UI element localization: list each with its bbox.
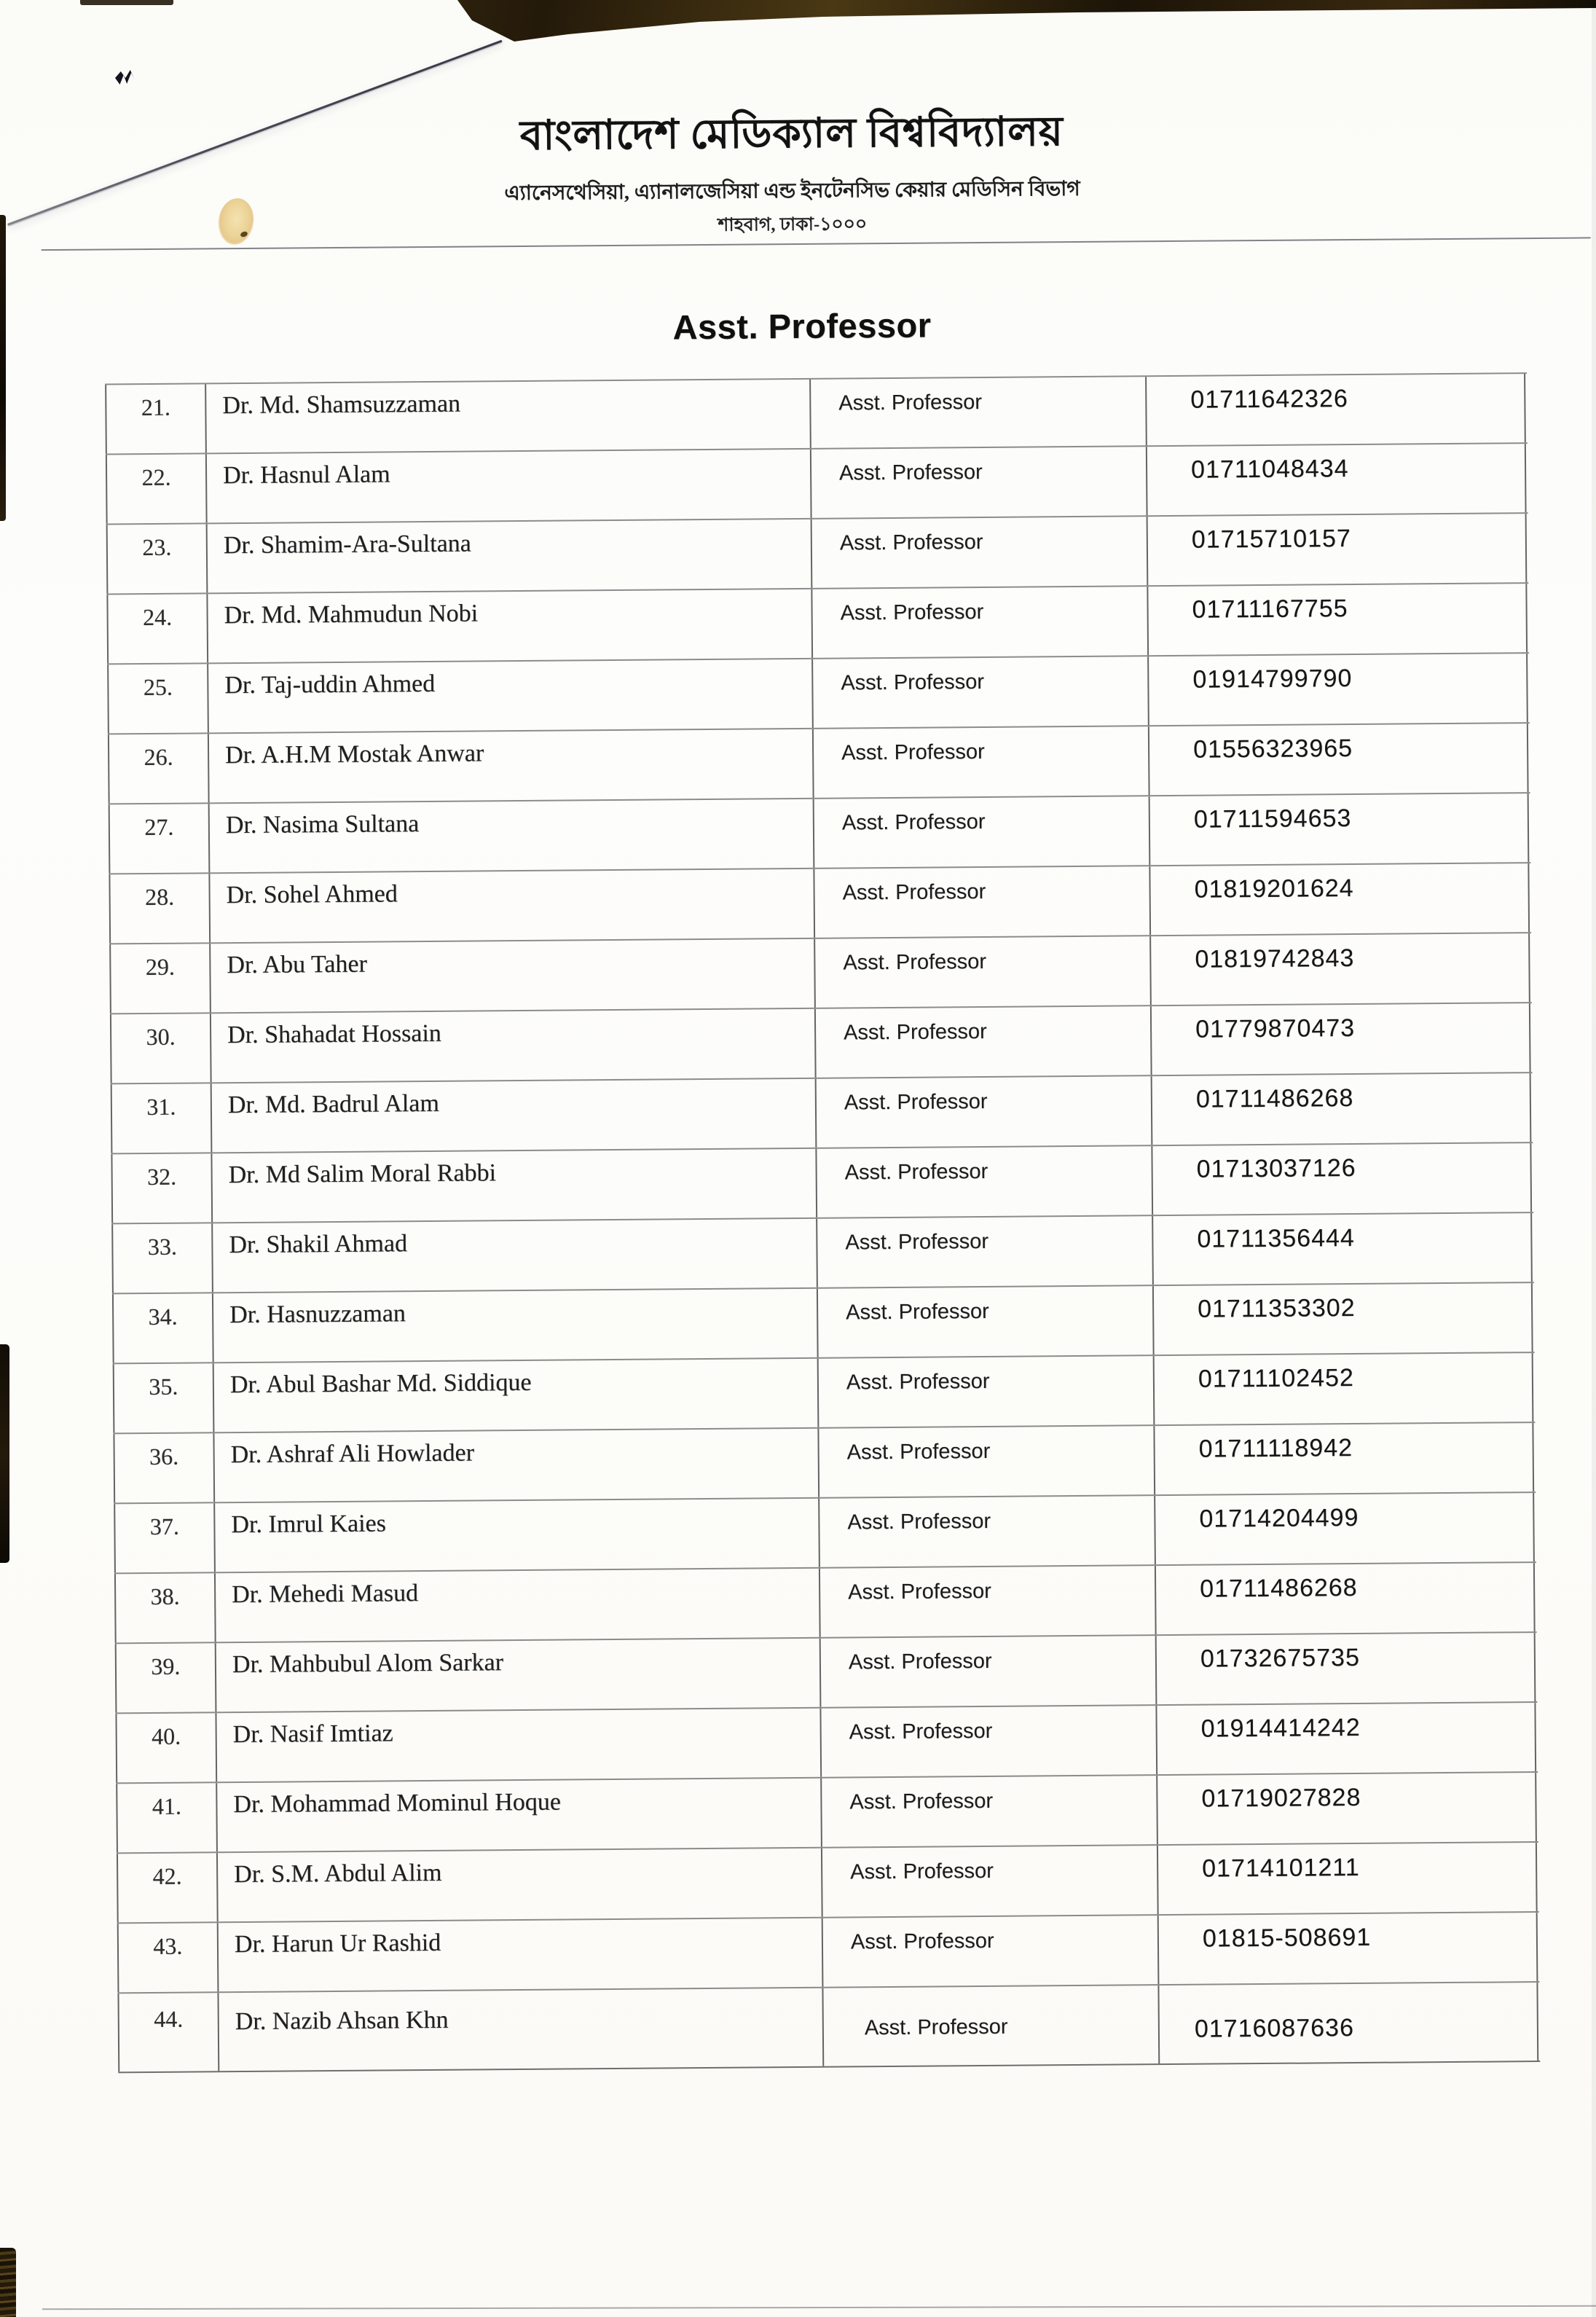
designation-cell (813, 796, 1149, 868)
designation-label: Asst. Professor (844, 1089, 988, 1115)
phone-cell (1157, 1983, 1538, 2063)
phone-number: 01714204499 (1199, 1503, 1359, 1533)
name-cell (216, 1848, 822, 1922)
address-line-bengali: শাহবাগ, ঢাকা-১০০০ (718, 214, 868, 235)
phone-cell (1155, 1633, 1536, 1704)
doctor-name: Dr. S.M. Abdul Alim (234, 1859, 442, 1889)
designation-label: Asst. Professor (849, 1719, 993, 1744)
table-row (117, 1841, 1539, 1922)
phone-number: 01711642326 (1190, 385, 1348, 414)
serial-cell (107, 664, 208, 733)
phone-number: 01711353302 (1197, 1294, 1356, 1323)
name-cell (216, 1779, 821, 1852)
serial-cell (117, 1993, 218, 2071)
doctor-name: Dr. Harun Ur Rashid (234, 1929, 441, 1959)
name-cell (211, 1149, 816, 1223)
phone-cell (1146, 444, 1527, 515)
designation-label: Asst. Professor (841, 670, 985, 695)
doctor-name: Dr. Ashraf Ali Howlader (230, 1439, 475, 1469)
serial-cell (106, 594, 207, 663)
designation-label: Asst. Professor (845, 1229, 989, 1255)
serial-cell (112, 1293, 213, 1363)
designation-label: Asst. Professor (848, 1649, 992, 1674)
doctor-name: Dr. Sohel Ahmed (226, 880, 398, 909)
phone-cell (1147, 654, 1528, 725)
phone-cell (1151, 1073, 1532, 1145)
phone-number: 01815-508691 (1202, 1923, 1372, 1953)
serial-number: 21. (141, 393, 171, 421)
serial-cell (111, 1153, 211, 1223)
serial-number: 40. (152, 1722, 181, 1750)
serial-cell (106, 454, 206, 523)
serial-number: 36. (149, 1443, 179, 1470)
designation-label: Asst. Professor (849, 1789, 994, 1814)
serial-number: 24. (142, 603, 173, 631)
designation-cell (820, 1776, 1157, 1847)
doctor-name: Dr. Hasnuzzaman (229, 1300, 406, 1329)
table-row (109, 932, 1532, 1013)
phone-cell (1147, 584, 1528, 655)
doctor-name: Dr. Abu Taher (227, 950, 367, 979)
designation-cell (822, 1916, 1158, 1987)
designation-label: Asst. Professor (846, 1369, 990, 1395)
phone-cell (1150, 1003, 1531, 1075)
designation-cell (815, 1076, 1152, 1148)
name-cell (206, 520, 811, 593)
table-row (105, 372, 1528, 453)
designation-label: Asst. Professor (848, 1579, 991, 1604)
phone-number: 01711102452 (1198, 1364, 1355, 1393)
serial-cell (114, 1573, 215, 1642)
designation-cell (811, 587, 1147, 658)
doctor-name: Dr. Nasif Imtiaz (232, 1720, 393, 1749)
serial-cell (110, 1014, 211, 1083)
designation-cell (818, 1496, 1155, 1567)
name-cell (214, 1569, 819, 1642)
phone-number: 01716087636 (1194, 2014, 1355, 2043)
designation-cell (817, 1356, 1154, 1427)
doctor-name: Dr. Taj-uddin Ahmed (224, 670, 436, 699)
serial-cell (109, 804, 209, 873)
name-cell (211, 1079, 816, 1153)
serial-number: 28. (145, 883, 175, 911)
phone-cell (1155, 1563, 1536, 1634)
doctor-name: Dr. Abul Bashar Md. Siddique (229, 1368, 532, 1399)
serial-number: 38. (150, 1583, 180, 1610)
phone-cell (1149, 933, 1530, 1005)
serial-number: 43. (153, 1932, 183, 1959)
phone-number: 01732675735 (1200, 1643, 1361, 1673)
phone-number: 01711048434 (1190, 455, 1349, 484)
doctor-name: Dr. Md. Shamsuzzaman (222, 390, 461, 420)
designation-label: Asst. Professor (841, 740, 985, 765)
designation-label: Asst. Professor (843, 949, 987, 975)
table-row (106, 512, 1529, 593)
serial-number: 35. (149, 1373, 178, 1400)
table-row (117, 1981, 1540, 2071)
designation-cell (817, 1286, 1153, 1357)
doctor-name: Dr. Nasima Sultana (225, 810, 420, 839)
designation-cell (812, 726, 1149, 798)
doctor-name: Dr. Md. Mahmudun Nobi (224, 600, 479, 630)
doctor-name: Dr. Mohammad Mominul Hoque (233, 1788, 562, 1819)
serial-cell (115, 1713, 216, 1782)
designation-label: Asst. Professor (841, 809, 986, 835)
table-row (109, 862, 1531, 943)
doctor-name: Dr. Mahbubul Alom Sarkar (232, 1649, 504, 1679)
table-row (107, 652, 1530, 733)
designation-cell (817, 1426, 1154, 1497)
section-title: Asst. Professor (672, 305, 932, 347)
serial-cell (114, 1503, 214, 1572)
designation-cell (815, 1146, 1152, 1218)
designation-label: Asst. Professor (850, 1859, 994, 1884)
doctor-name: Dr. Shakil Ahmad (229, 1230, 408, 1259)
name-cell (205, 380, 810, 453)
serial-number: 26. (144, 743, 173, 771)
serial-number: 30. (146, 1023, 176, 1051)
serial-cell (115, 1643, 216, 1712)
phone-cell (1153, 1423, 1534, 1494)
serial-cell (109, 874, 209, 943)
phone-cell (1157, 1913, 1538, 1984)
phone-number: 01779870473 (1195, 1014, 1356, 1043)
designation-label: Asst. Professor (842, 879, 986, 905)
designation-cell (822, 1985, 1158, 2066)
table-row (114, 1561, 1537, 1642)
doctor-name: Dr. Md Salim Moral Rabbi (228, 1159, 497, 1189)
doctor-name: Dr. Nazib Ahsan Khn (235, 2006, 449, 2036)
serial-cell (111, 1223, 212, 1293)
serial-cell (109, 944, 210, 1013)
serial-number: 34. (148, 1303, 178, 1330)
phone-number: 01713037126 (1196, 1153, 1356, 1183)
phone-number: 01711486268 (1195, 1084, 1354, 1113)
designation-cell (814, 936, 1150, 1008)
table-row (110, 1002, 1533, 1083)
phone-number: 01714101211 (1202, 1853, 1360, 1883)
designation-cell (811, 517, 1147, 588)
phone-cell (1149, 863, 1530, 935)
phone-number: 01711167755 (1192, 595, 1348, 624)
name-cell (213, 1359, 818, 1432)
doctor-table (105, 372, 1540, 2073)
phone-number: 01715710157 (1191, 525, 1352, 554)
name-cell (209, 939, 814, 1013)
table-row (115, 1701, 1538, 1782)
phone-number: 01819742843 (1195, 944, 1355, 973)
name-cell (215, 1709, 820, 1782)
phone-number: 01914799790 (1192, 664, 1353, 694)
table-row (117, 1911, 1540, 1992)
name-cell (215, 1639, 820, 1712)
department-line-bengali: এ্যানেসথেসিয়া, এ্যানালজেসিয়া এন্ড ইনটেনসিভ কেয়ার মেডিসিন বিভাগ (504, 177, 1080, 205)
doctor-name: Dr. A.H.M Mostak Anwar (224, 740, 484, 769)
serial-number: 29. (145, 953, 176, 981)
doctor-name: Dr. Imrul Kaies (231, 1510, 387, 1539)
designation-label: Asst. Professor (840, 600, 984, 625)
phone-number: 01819201624 (1194, 874, 1354, 903)
phone-cell (1156, 1773, 1537, 1844)
serial-cell (105, 384, 205, 453)
phone-cell (1154, 1493, 1535, 1564)
serial-cell (116, 1783, 216, 1852)
serial-cell (117, 1923, 218, 1992)
designation-label: Asst. Professor (846, 1299, 989, 1325)
serial-number: 39. (151, 1653, 181, 1680)
phone-number: 01711486268 (1200, 1573, 1358, 1603)
serial-number: 31. (146, 1093, 176, 1121)
table-row (111, 1212, 1534, 1293)
university-title-bengali: বাংলাদেশ মেডিক্যাল বিশ্ববিদ্যালয় (519, 109, 1064, 159)
table-row (113, 1422, 1536, 1502)
name-cell (208, 729, 813, 803)
serial-number: 41. (152, 1792, 182, 1819)
table-row (116, 1771, 1538, 1852)
designation-label: Asst. Professor (846, 1439, 991, 1465)
phone-cell (1147, 514, 1528, 585)
serial-number: 33. (147, 1233, 178, 1261)
serial-number: 42. (152, 1862, 182, 1889)
name-cell (207, 659, 812, 733)
phone-cell (1157, 1843, 1538, 1914)
name-cell (210, 1009, 815, 1083)
phone-number: 01711356444 (1197, 1224, 1356, 1253)
designation-label: Asst. Professor (864, 2015, 1008, 2040)
serial-number: 37. (149, 1513, 180, 1540)
phone-cell (1152, 1213, 1533, 1285)
serial-cell (117, 1853, 217, 1922)
phone-cell (1148, 724, 1529, 795)
table-row (114, 1491, 1536, 1572)
table-row (109, 792, 1531, 873)
designation-label: Asst. Professor (844, 1019, 987, 1045)
name-cell (208, 799, 814, 873)
serial-cell (113, 1433, 213, 1502)
designation-cell (809, 377, 1146, 448)
table-row (115, 1631, 1538, 1712)
phone-number: 01556323965 (1192, 734, 1353, 764)
designation-label: Asst. Professor (839, 530, 983, 555)
designation-label: Asst. Professor (850, 1929, 994, 1954)
doctor-name: Dr. Md. Badrul Alam (227, 1089, 439, 1119)
name-cell (208, 869, 814, 943)
table-row (106, 582, 1529, 663)
designation-cell (813, 866, 1149, 938)
designation-cell (819, 1636, 1156, 1707)
table-row (113, 1352, 1536, 1432)
table-row (106, 442, 1528, 523)
name-cell (205, 450, 811, 523)
serial-cell (106, 524, 207, 593)
phone-cell (1155, 1703, 1536, 1774)
designation-cell (814, 1006, 1151, 1078)
doctor-name: Dr. Mehedi Masud (232, 1580, 419, 1609)
designation-label: Asst. Professor (844, 1159, 988, 1185)
name-cell (213, 1429, 818, 1502)
phone-cell (1145, 374, 1526, 445)
designation-label: Asst. Professor (838, 390, 983, 415)
doctor-name: Dr. Shamim-Ara-Sultana (223, 530, 471, 560)
designation-cell (811, 656, 1148, 728)
table-row (111, 1072, 1533, 1153)
name-cell (211, 1219, 817, 1293)
name-cell (217, 1918, 822, 1992)
phone-number: 01719027828 (1201, 1783, 1361, 1813)
table-row (112, 1282, 1535, 1363)
designation-label: Asst. Professor (847, 1509, 991, 1534)
table-row (111, 1142, 1533, 1223)
serial-number: 25. (143, 673, 173, 701)
name-cell (212, 1289, 817, 1363)
designation-cell (819, 1566, 1155, 1637)
serial-number: 22. (141, 463, 171, 491)
table-row (108, 722, 1530, 803)
serial-number: 27. (144, 813, 174, 841)
designation-cell (810, 447, 1147, 518)
serial-cell (113, 1363, 213, 1432)
designation-label: Asst. Professor (838, 460, 983, 485)
doctor-name: Dr. Hasnul Alam (222, 460, 390, 490)
serial-cell (108, 734, 208, 803)
name-cell (217, 1988, 822, 2071)
phone-cell (1153, 1353, 1534, 1424)
serial-cell (111, 1083, 211, 1153)
phone-number: 01711594653 (1193, 804, 1352, 834)
name-cell (213, 1499, 819, 1572)
phone-number: 01914414242 (1200, 1713, 1361, 1743)
designation-cell (816, 1216, 1152, 1287)
name-cell (206, 589, 811, 663)
phone-cell (1152, 1283, 1533, 1354)
serial-number: 44. (154, 2005, 184, 2032)
designation-cell (819, 1706, 1156, 1777)
serial-number: 23. (142, 533, 172, 561)
phone-number: 01711118942 (1198, 1434, 1353, 1463)
phone-cell (1151, 1143, 1532, 1215)
designation-cell (821, 1846, 1157, 1917)
phone-cell (1149, 793, 1530, 865)
doctor-name: Dr. Shahadat Hossain (227, 1019, 441, 1049)
serial-number: 32. (147, 1163, 177, 1191)
